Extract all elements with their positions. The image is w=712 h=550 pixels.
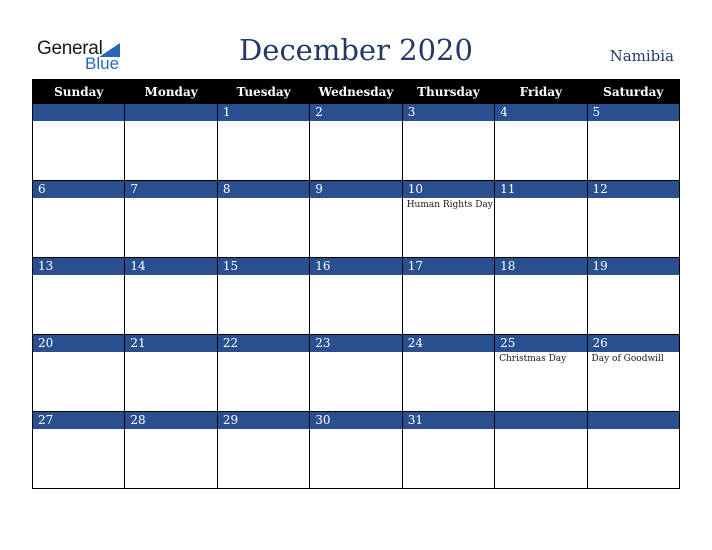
- calendar-grid: [32, 79, 680, 489]
- day-cell: [402, 412, 494, 489]
- day-number: 22: [218, 335, 309, 352]
- day-number: 6: [33, 181, 124, 198]
- holiday-label: [310, 121, 401, 123]
- day-cell: [310, 104, 402, 181]
- day-number: 26: [588, 335, 679, 352]
- week-row: [33, 412, 680, 489]
- day-number: 19: [588, 258, 679, 275]
- logo-text-blue: Blue: [85, 54, 120, 73]
- day-cell: [33, 258, 125, 335]
- day-cell: [217, 258, 309, 335]
- brand-logo: [37, 38, 127, 74]
- day-cell: [402, 335, 494, 412]
- weekday-saturday: Saturday: [587, 80, 679, 104]
- holiday-label: [125, 275, 216, 277]
- day-cell: [33, 335, 125, 412]
- weekday-sunday: Sunday: [33, 80, 125, 104]
- day-cell: [33, 104, 125, 181]
- day-cell: [495, 412, 587, 489]
- holiday-label: Human Rights Day: [406, 200, 493, 210]
- day-cell: [217, 335, 309, 412]
- day-number: 25: [495, 335, 586, 352]
- holiday-label: [33, 429, 124, 431]
- day-number: 8: [218, 181, 309, 198]
- holiday-label: Day of Goodwill: [591, 354, 664, 364]
- day-number: 10: [403, 181, 494, 198]
- holiday-label: [218, 121, 309, 123]
- weekday-thursday: Thursday: [402, 80, 494, 104]
- holiday-label: [588, 275, 679, 277]
- holiday-label: [218, 352, 309, 354]
- day-cell: [402, 258, 494, 335]
- day-cell: [495, 104, 587, 181]
- weekday-tuesday: Tuesday: [217, 80, 309, 104]
- week-row: [33, 335, 680, 412]
- day-number: 21: [125, 335, 216, 352]
- holiday-label: [495, 198, 586, 200]
- weekday-friday: Friday: [495, 80, 587, 104]
- day-cell: [217, 412, 309, 489]
- day-cell: [33, 412, 125, 489]
- holiday-label: [310, 275, 401, 277]
- country-label: Namibia: [609, 47, 674, 65]
- holiday-label: [218, 275, 309, 277]
- week-row: [33, 181, 680, 258]
- day-number: 16: [310, 258, 401, 275]
- day-number: 15: [218, 258, 309, 275]
- holiday-label: [588, 429, 679, 431]
- day-number: 24: [403, 335, 494, 352]
- holiday-label: [310, 198, 401, 200]
- holiday-label: [33, 352, 124, 354]
- day-cell: [495, 181, 587, 258]
- weekday-wednesday: Wednesday: [310, 80, 402, 104]
- holiday-label: [125, 352, 216, 354]
- holiday-label: [33, 121, 124, 123]
- weekday-header-row: [33, 80, 680, 104]
- day-cell: [125, 181, 217, 258]
- day-cell: [587, 258, 679, 335]
- holiday-label: [588, 121, 679, 123]
- day-number: 18: [495, 258, 586, 275]
- holiday-label: [125, 198, 216, 200]
- day-cell: [402, 181, 494, 258]
- day-number: [495, 412, 586, 429]
- day-cell: [587, 104, 679, 181]
- holiday-label: [403, 352, 494, 354]
- holiday-label: [495, 429, 586, 431]
- day-cell: [402, 104, 494, 181]
- holiday-label: [495, 275, 586, 277]
- holiday-label: [33, 275, 124, 277]
- day-cell: [495, 258, 587, 335]
- holiday-label: [310, 352, 401, 354]
- day-number: 4: [495, 104, 586, 121]
- holiday-label: [403, 121, 494, 123]
- day-number: 11: [495, 181, 586, 198]
- day-cell: [587, 335, 679, 412]
- holiday-label: [403, 275, 494, 277]
- day-cell: [125, 258, 217, 335]
- day-cell: [217, 181, 309, 258]
- day-cell: [495, 335, 587, 412]
- holiday-label: [495, 121, 586, 123]
- day-cell: [125, 104, 217, 181]
- day-number: [125, 104, 216, 121]
- day-number: 2: [310, 104, 401, 121]
- day-cell: [125, 335, 217, 412]
- day-cell: [217, 104, 309, 181]
- day-number: 13: [33, 258, 124, 275]
- day-cell: [310, 335, 402, 412]
- holiday-label: [33, 198, 124, 200]
- day-number: 28: [125, 412, 216, 429]
- day-cell: [125, 412, 217, 489]
- holiday-label: [403, 429, 494, 431]
- day-number: 27: [33, 412, 124, 429]
- day-number: 23: [310, 335, 401, 352]
- holiday-label: [125, 121, 216, 123]
- day-number: [588, 412, 679, 429]
- holiday-label: [125, 429, 216, 431]
- day-cell: [33, 181, 125, 258]
- day-number: 12: [588, 181, 679, 198]
- day-number: 17: [403, 258, 494, 275]
- holiday-label: Christmas Day: [499, 354, 567, 364]
- weekday-monday: Monday: [125, 80, 217, 104]
- holiday-label: [588, 198, 679, 200]
- day-number: 9: [310, 181, 401, 198]
- day-cell: [310, 181, 402, 258]
- day-cell: [310, 412, 402, 489]
- day-number: 30: [310, 412, 401, 429]
- logo-text-general: General: [37, 38, 103, 59]
- day-cell: [587, 181, 679, 258]
- day-number: 20: [33, 335, 124, 352]
- day-number: 31: [403, 412, 494, 429]
- holiday-label: [310, 429, 401, 431]
- day-cell: [310, 258, 402, 335]
- day-number: 3: [403, 104, 494, 121]
- page-title: December 2020: [239, 33, 473, 67]
- day-number: 14: [125, 258, 216, 275]
- holiday-label: [218, 429, 309, 431]
- day-number: 29: [218, 412, 309, 429]
- day-number: 5: [588, 104, 679, 121]
- holiday-label: [218, 198, 309, 200]
- week-row: [33, 258, 680, 335]
- week-row: [33, 104, 680, 181]
- day-number: 7: [125, 181, 216, 198]
- day-cell: [587, 412, 679, 489]
- day-number: [33, 104, 124, 121]
- day-number: 1: [218, 104, 309, 121]
